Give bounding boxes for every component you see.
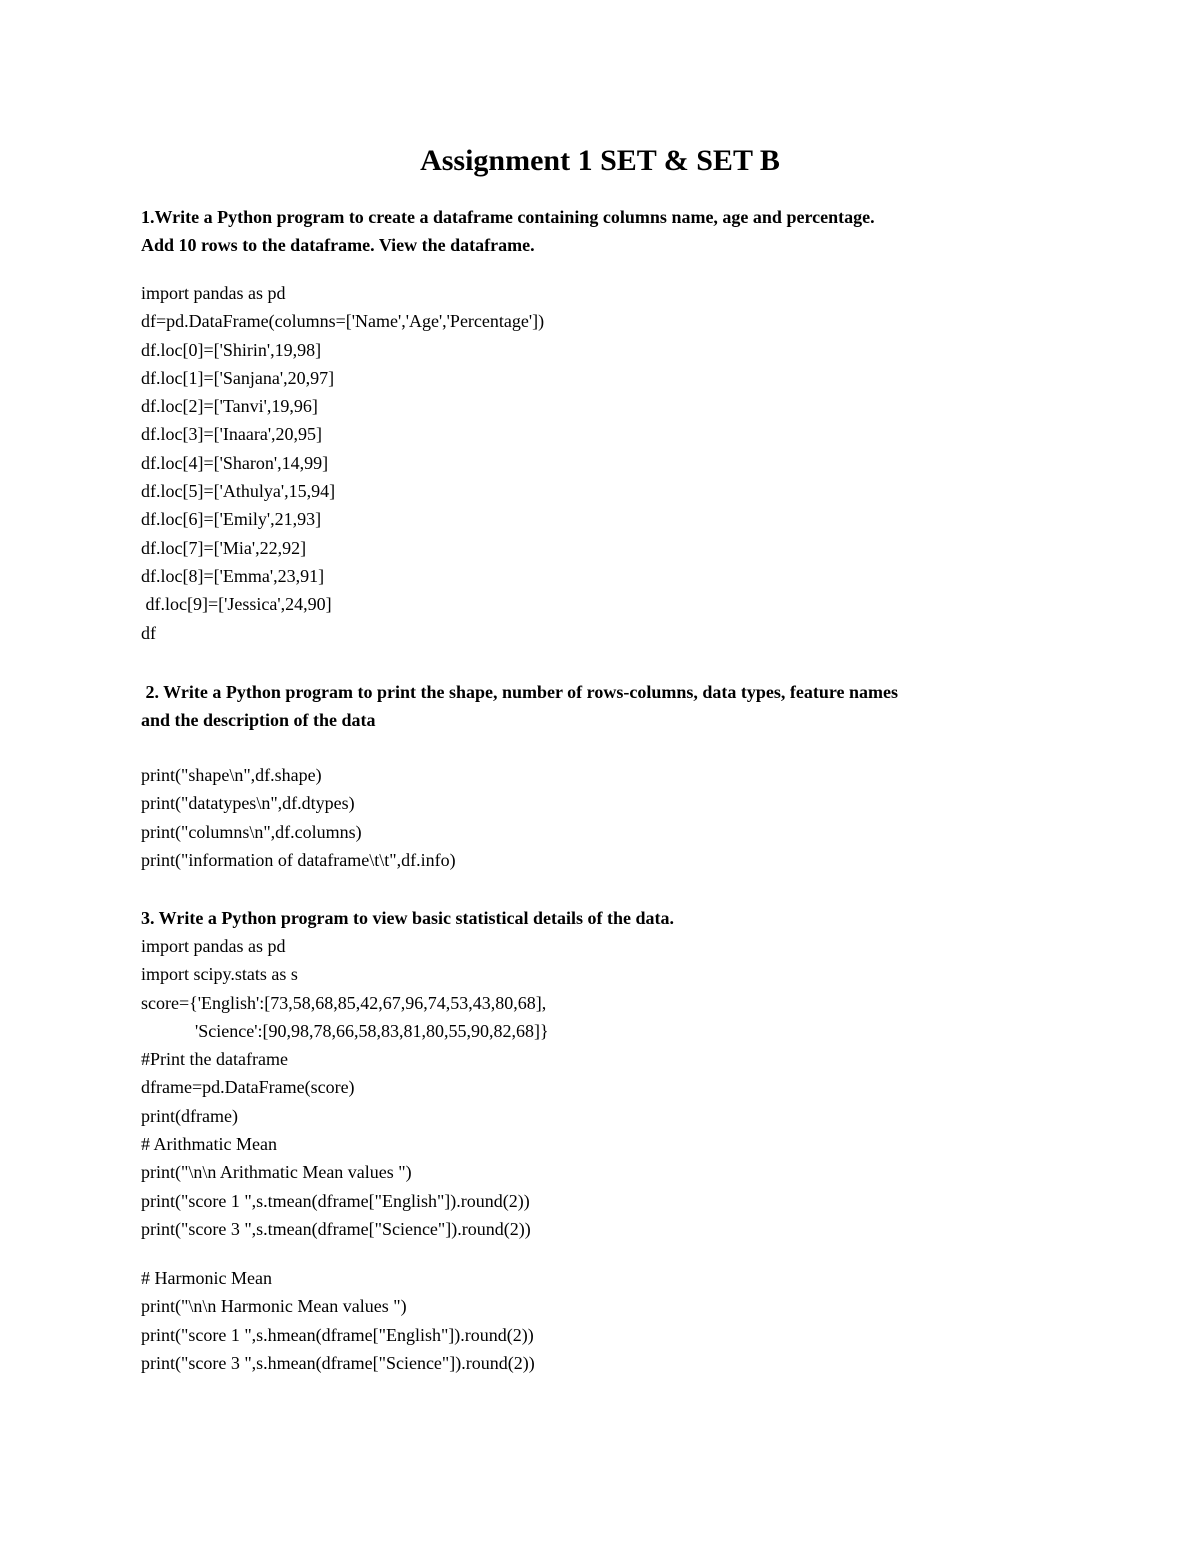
code-line: score={'English':[73,58,68,85,42,67,96,74,53,43,80,68], xyxy=(141,992,547,1013)
code-line: # Arithmatic Mean xyxy=(141,1134,277,1155)
code-line: df.loc[2]=['Tanvi',19,96] xyxy=(141,396,318,417)
code-line: 'Science':[90,98,78,66,58,83,81,80,55,90,82,68]} xyxy=(141,1020,549,1041)
question-3: 3. Write a Python program to view basic statistical details of the data. xyxy=(141,908,674,928)
code-line: print("datatypes\n",df.dtypes) xyxy=(141,793,355,814)
code-line: df.loc[7]=['Mia',22,92] xyxy=(141,537,307,558)
code-line: #Print the dataframe xyxy=(141,1049,288,1070)
code-line: print("score 1 ",s.tmean(dframe["English"]).round(2)) xyxy=(141,1190,530,1211)
code-line: dframe=pd.DataFrame(score) xyxy=(141,1077,355,1098)
code-line: df.loc[5]=['Athulya',15,94] xyxy=(141,481,336,502)
code-line: print("\n\n Harmonic Mean values ") xyxy=(141,1296,407,1317)
code-block-4 xyxy=(141,1264,1071,1377)
code-line: import pandas as pd xyxy=(141,283,286,303)
question-1: 1.Write a Python program to create a dataframe containing columns name, age and percentage. Add 10 rows to the dataframe. View the dataframe. xyxy=(141,207,875,255)
document-title: Assignment 1 SET & SET B xyxy=(420,144,780,177)
code-line: print("\n\n Arithmatic Mean values ") xyxy=(141,1162,412,1183)
code-line: df=pd.DataFrame(columns=['Name','Age','Percentage']) xyxy=(141,311,545,332)
code-line: # Harmonic Mean xyxy=(141,1268,272,1288)
code-line: df.loc[1]=['Sanjana',20,97] xyxy=(141,367,335,388)
code-line: import pandas as pd xyxy=(141,936,286,956)
code-line: df.loc[9]=['Jessica',24,90] xyxy=(141,594,332,615)
code-block-2 xyxy=(141,761,1071,874)
code-line: print(dframe) xyxy=(141,1105,238,1126)
code-line: print("score 3 ",s.hmean(dframe["Science"]).round(2)) xyxy=(141,1352,535,1373)
code-line: import scipy.stats as s xyxy=(141,964,298,985)
code-line: df.loc[4]=['Sharon',14,99] xyxy=(141,452,329,473)
question-2: 2. Write a Python program to print the shape, number of rows-columns, data types, feature names and the description of the data xyxy=(141,682,898,730)
code-block-3 xyxy=(141,932,1071,1243)
code-line: print("information of dataframe\t\t",df.info) xyxy=(141,849,456,870)
code-line: df.loc[3]=['Inaara',20,95] xyxy=(141,424,323,445)
code-line: df xyxy=(141,622,156,643)
code-line: print("shape\n",df.shape) xyxy=(141,765,322,785)
code-line: print("score 1 ",s.hmean(dframe["English"]).round(2)) xyxy=(141,1324,534,1345)
code-line: df.loc[8]=['Emma',23,91] xyxy=(141,565,325,586)
code-line: df.loc[0]=['Shirin',19,98] xyxy=(141,339,322,360)
code-line: print("columns\n",df.columns) xyxy=(141,821,362,842)
code-line: df.loc[6]=['Emily',21,93] xyxy=(141,509,322,530)
code-line: print("score 3 ",s.tmean(dframe["Science"]).round(2)) xyxy=(141,1218,531,1239)
code-block-1 xyxy=(141,279,1071,647)
